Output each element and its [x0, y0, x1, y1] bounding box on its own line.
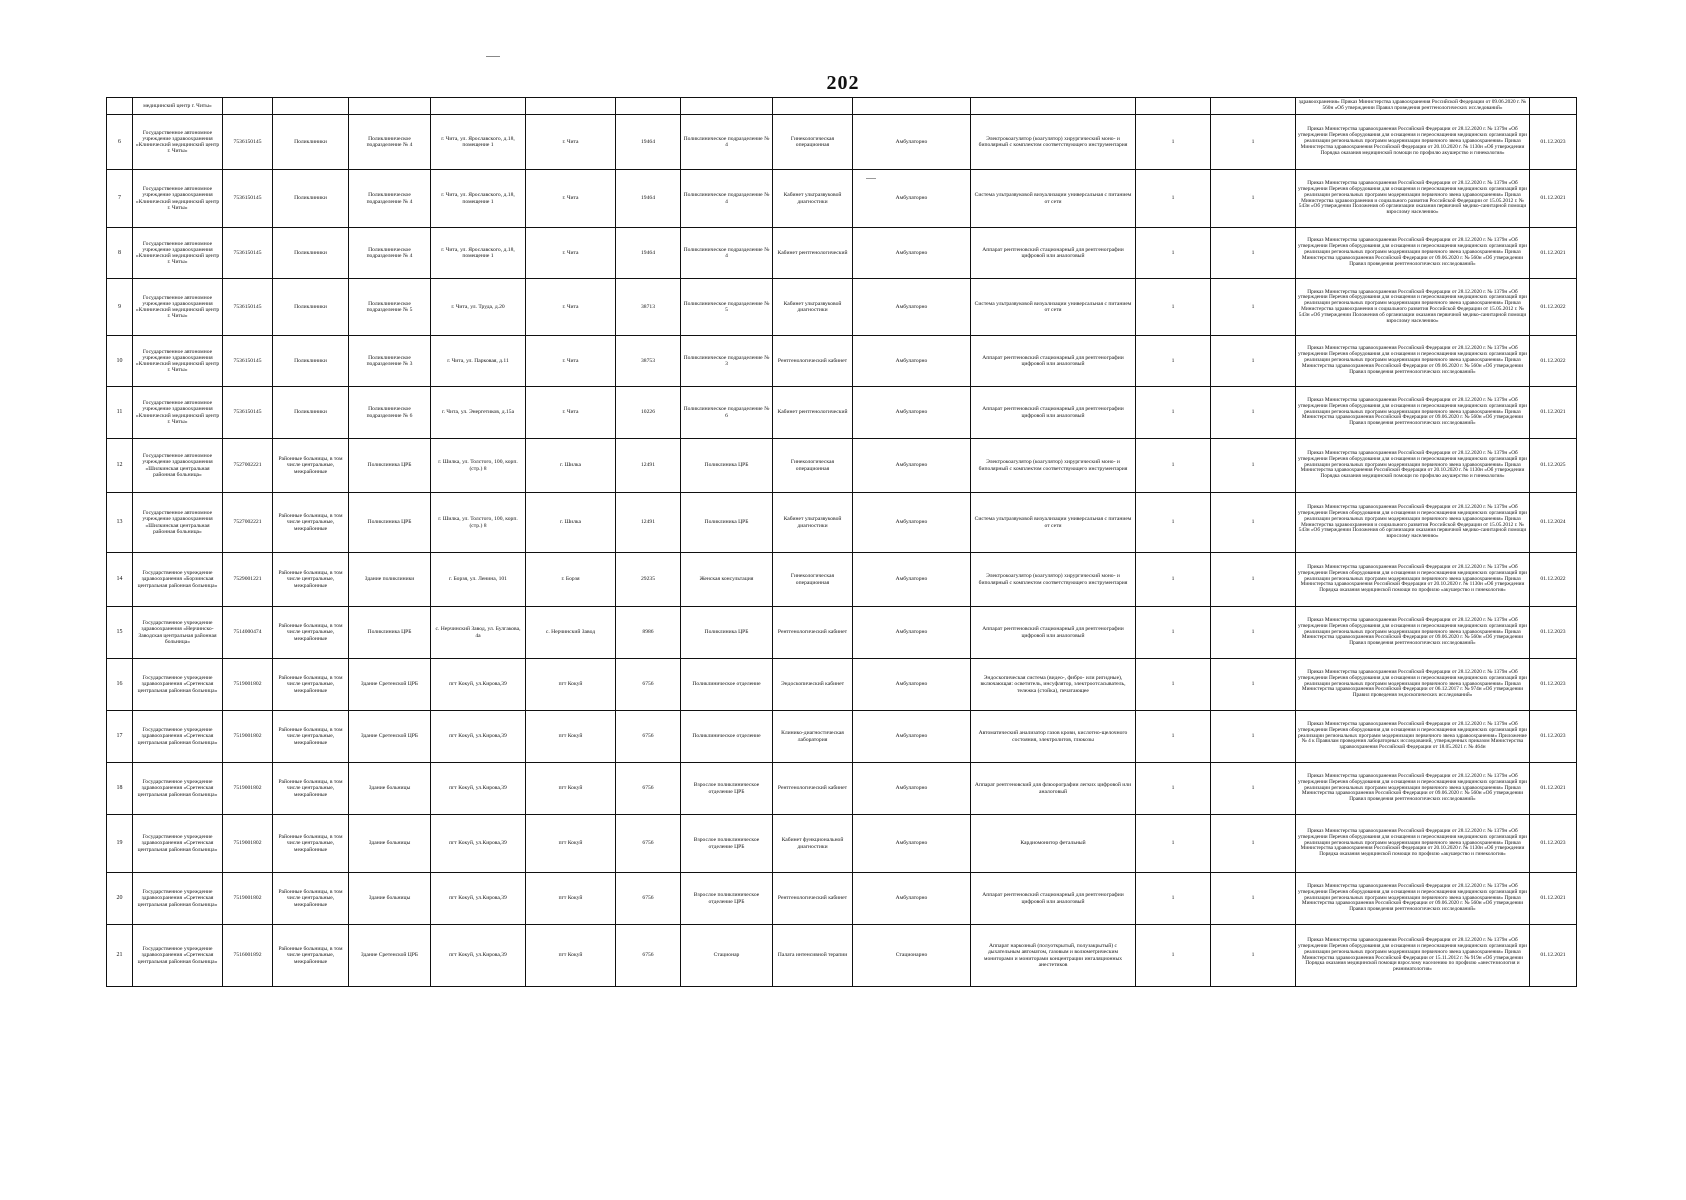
- locality-cell: г. Чита: [526, 228, 616, 279]
- num-cell: 21: [107, 925, 133, 987]
- scan-mark: [486, 56, 500, 57]
- basis-cell: Приказ Министерства здравоохранения Российской Федерации от 28.12.2020 г. № 1379н «Об утверждении Перечня оборудования для оснащения и переоснащения медицинских организаций при реализации региональных программ модернизации первичного звена здравоохранения» Приказ Министерства здравоохранения Российской Федерации от 09.06.2020 г. № 560н «Об утверждении Правил проведения рентгенологических исследований»: [1296, 873, 1530, 925]
- inn-cell: 7536150145: [223, 387, 273, 439]
- care-cell: Амбулаторно: [853, 553, 971, 607]
- equipment-cell: Аппарат рентгеновский стационарный для рентгенографии цифровой или аналоговый: [971, 228, 1136, 279]
- table-row: [107, 279, 1577, 336]
- unit-cell: Поликлиническое подразделение № 6: [681, 387, 773, 439]
- table-row: [107, 815, 1577, 873]
- type-cell: Поликлиники: [273, 115, 349, 170]
- equipment-cell: Электрокоагулятор (коагулятор) хирургический моно- и биполярный с комплектом соответствующего инструментария: [971, 553, 1136, 607]
- date-cell: 01.12.2025: [1530, 439, 1577, 493]
- care-cell: Амбулаторно: [853, 279, 971, 336]
- unit-cell: Поликлиническое подразделение № 3: [681, 336, 773, 387]
- building-cell: Поликлиническое подразделение № 4: [349, 228, 431, 279]
- room-cell: Кабинет ультразвуковой диагностики: [773, 170, 853, 228]
- room-cell: Рентгенологический кабинет: [773, 763, 853, 815]
- qty-cell: 1: [1211, 439, 1296, 493]
- equipment-cell: Аппарат рентгеновский стационарный для рентгенографии цифровой или аналоговый: [971, 336, 1136, 387]
- care-cell: Амбулаторно: [853, 228, 971, 279]
- table-row: [107, 493, 1577, 553]
- population-cell: 10226: [616, 387, 681, 439]
- care-cell: Амбулаторно: [853, 115, 971, 170]
- building-cell: Здание больницы: [349, 763, 431, 815]
- population-cell: 19464: [616, 170, 681, 228]
- room-cell: Рентгенологический кабинет: [773, 607, 853, 659]
- locality-cell: пгт Кокуй: [526, 873, 616, 925]
- qty-cell: 1: [1211, 228, 1296, 279]
- num-cell: 8: [107, 228, 133, 279]
- building-cell: Поликлиническое подразделение № 3: [349, 336, 431, 387]
- qty-cell: 1: [1136, 228, 1211, 279]
- qty-cell: 1: [1136, 170, 1211, 228]
- basis-cell: Приказ Министерства здравоохранения Российской Федерации от 28.12.2020 г. № 1379н «Об утверждении Перечня оборудования для оснащения и переоснащения медицинских организаций при реализации региональных программ модернизации первичного звена здравоохранения» Приказ Министерства здравоохранения Российской Федерации от 20.10.2020 г. № 1130н «Об утверждении Порядка оказания медицинской помощи по профилю акушерство и гинекология»: [1296, 115, 1530, 170]
- care-cell: Амбулаторно: [853, 659, 971, 711]
- basis-cell: Приказ Министерства здравоохранения Российской Федерации от 28.12.2020 г. № 1379н «Об утверждении Перечня оборудования для оснащения и переоснащения медицинских организаций при реализации региональных программ модернизации первичного звена здравоохранения» Приказ Министерства здравоохранения Российской Федерации от 20.10.2020 г. № 1130н «Об утверждении Порядка оказания медицинской помощи по профилю «акушерство и гинекология»: [1296, 553, 1530, 607]
- org-cell: Государственное автономное учреждение здравоохранения «Шилкинская центральная районная больница»: [133, 493, 223, 553]
- equipment-cell: Кардиомонитор фетальный: [971, 815, 1136, 873]
- date-cell: 01.12.2023: [1530, 815, 1577, 873]
- unit-cell: Женская консультация: [681, 553, 773, 607]
- date-cell: 01.12.2023: [1530, 711, 1577, 763]
- qty-cell: 1: [1211, 607, 1296, 659]
- basis-cell: Приказ Министерства здравоохранения Российской Федерации от 28.12.2020 г. № 1379н «Об утверждении Перечня оборудования для оснащения и переоснащения медицинских организаций при реализации региональных программ модернизации первичного звена здравоохранения» Приказ Министерства здравоохранения Российской Федерации от 09.06.2020 г. № 560н «Об утверждении Правил проведения рентгенологических исследований»: [1296, 336, 1530, 387]
- address-cell: г. Шилка, ул. Толстого, 100, корп. (стр.) 8: [431, 493, 526, 553]
- building-cell: Здание больницы: [349, 815, 431, 873]
- type-cell: Районные больницы, в том числе центральные, межрайонные: [273, 607, 349, 659]
- table-row: [107, 387, 1577, 439]
- basis-cell: Приказ Министерства здравоохранения Российской Федерации от 28.12.2020 г. № 1379н «Об утверждении Перечня оборудования для оснащения и переоснащения медицинских организаций при реализации региональных программ модернизации первичного звена здравоохранения» Приказ Министерства здравоохранения Российской Федерации от 09.06.2020 г. № 560н «Об утверждении Правил проведения рентгенологических исследований»: [1296, 607, 1530, 659]
- qty-cell: 1: [1136, 387, 1211, 439]
- type-cell: Районные больницы, в том числе центральные, межрайонные: [273, 711, 349, 763]
- building-cell: Поликлиника ЦРБ: [349, 493, 431, 553]
- inn-cell: 7529001221: [223, 553, 273, 607]
- qty-cell: 1: [1136, 115, 1211, 170]
- date-cell: 01.12.2022: [1530, 336, 1577, 387]
- qty-cell: 1: [1136, 925, 1211, 987]
- locality-cell: г. Чита: [526, 170, 616, 228]
- num-cell: 11: [107, 387, 133, 439]
- basis-cell: Приказ Министерства здравоохранения Российской Федерации от 28.12.2020 г. № 1379н «Об утверждении Перечня оборудования для оснащения и переоснащения медицинских организаций при реализации региональных программ модернизации первичного звена здравоохранения» Приказ Министерства здравоохранения Российской Федерации от 09.06.2020 г. № 560н «Об утверждении Правил проведения рентгенологических исследований»: [1296, 228, 1530, 279]
- room-cell: Рентгенологический кабинет: [773, 336, 853, 387]
- qty-cell: 1: [1136, 279, 1211, 336]
- inn-cell: 7527002221: [223, 439, 273, 493]
- equipment-register-table: [106, 97, 1577, 987]
- room-cell: Кабинет функциональной диагностики: [773, 815, 853, 873]
- equipment-cell: Система ультразвуковой визуализации универсальная с питанием от сети: [971, 279, 1136, 336]
- inn-cell: 7519001802: [223, 711, 273, 763]
- locality-cell: г. Чита: [526, 387, 616, 439]
- population-cell: 38713: [616, 279, 681, 336]
- room-cell: Гинекологическая операционная: [773, 553, 853, 607]
- unit-cell: Поликлиника ЦРБ: [681, 439, 773, 493]
- org-cell: Государственное учреждение здравоохранения «Сретенская центральная районная больница»: [133, 873, 223, 925]
- locality-cell: г. Чита: [526, 336, 616, 387]
- address-cell: пгт Кокуй, ул.Кирова,39: [431, 763, 526, 815]
- room-cell: Эндоскопический кабинет: [773, 659, 853, 711]
- type-cell: Районные больницы, в том числе центральные, межрайонные: [273, 439, 349, 493]
- num-cell: 10: [107, 336, 133, 387]
- basis-cell: Приказ Министерства здравоохранения Российской Федерации от 28.12.2020 г. № 1379н «Об утверждении Перечня оборудования для оснащения и переоснащения медицинских организаций при реализации региональных программ модернизации первичного звена здравоохранения» Приказ Министерства здравоохранения и социального развития Российской Федерации от 15.05.2012 г. № 543н «Об утверждении Положения об организации оказания первичной медико-санитарной помощи взрослому населению»: [1296, 279, 1530, 336]
- type-cell: Поликлиники: [273, 279, 349, 336]
- num-cell: 14: [107, 553, 133, 607]
- unit-cell: Поликлиника ЦРБ: [681, 493, 773, 553]
- type-cell: Районные больницы, в том числе центральные, межрайонные: [273, 925, 349, 987]
- num-cell: 15: [107, 607, 133, 659]
- locality-cell: г. Шилка: [526, 493, 616, 553]
- num-cell: 17: [107, 711, 133, 763]
- care-cell: Амбулаторно: [853, 170, 971, 228]
- basis-cell: Приказ Министерства здравоохранения Российской Федерации от 28.12.2020 г. № 1379н «Об утверждении Перечня оборудования для оснащения и переоснащения медицинских организаций при реализации региональных программ модернизации первичного звена здравоохранения» Приказ Министерства здравоохранения Российской Федерации от 20.10.2020 г. № 1130н «Об утверждении Порядка оказания медицинской помощи по профилю «акушерство и гинекология»: [1296, 815, 1530, 873]
- address-cell: с. Нерчинский Завод, ул. Булгакова, 4а: [431, 607, 526, 659]
- type-cell: Районные больницы, в том числе центральные, межрайонные: [273, 873, 349, 925]
- population-cell: 6756: [616, 925, 681, 987]
- equipment-cell: Аппарат наркозный (полуоткрытый, полузакрытый) с дыхательным автоматом, газовым и волюметрическим мониторами и мониторами концентрации ингаляционных анестетиков: [971, 925, 1136, 987]
- locality-cell: г. Шилка: [526, 439, 616, 493]
- qty-cell: 1: [1136, 439, 1211, 493]
- date-cell: 01.12.2023: [1530, 115, 1577, 170]
- inn-cell: 7519001802: [223, 873, 273, 925]
- address-cell: г. Чита, ул. Ярославского, д.18, помещение 1: [431, 228, 526, 279]
- address-cell: г. Борзя, ул. Ленина, 101: [431, 553, 526, 607]
- qty-cell: 1: [1211, 170, 1296, 228]
- org-cell: Государственное автономное учреждение здравоохранения «Клинический медицинский центр г. Читы»: [133, 170, 223, 228]
- qty-cell: 1: [1211, 873, 1296, 925]
- table-row: [107, 925, 1577, 987]
- date-cell: 01.12.2023: [1530, 659, 1577, 711]
- room-cell: Кабинет ультразвуковой диагностики: [773, 279, 853, 336]
- table-row: [107, 763, 1577, 815]
- locality-cell: пгт Кокуй: [526, 659, 616, 711]
- locality-cell: пгт Кокуй: [526, 711, 616, 763]
- care-cell: Амбулаторно: [853, 493, 971, 553]
- building-cell: Поликлиническое подразделение № 6: [349, 387, 431, 439]
- locality-cell: пгт Кокуй: [526, 925, 616, 987]
- inn-cell: 7536150145: [223, 228, 273, 279]
- page-number: 202: [826, 72, 860, 94]
- locality-cell: г. Борзя: [526, 553, 616, 607]
- equipment-cell: Электрокоагулятор (коагулятор) хирургический моно- и биполярный с комплектом соответствующего инструментария: [971, 439, 1136, 493]
- org-cell: Государственное учреждение здравоохранения «Сретенская центральная районная больница»: [133, 659, 223, 711]
- num-cell: 12: [107, 439, 133, 493]
- type-cell: Районные больницы, в том числе центральные, межрайонные: [273, 815, 349, 873]
- qty-cell: 1: [1136, 763, 1211, 815]
- room-cell: Палата интенсивной терапии: [773, 925, 853, 987]
- qty-cell: 1: [1211, 763, 1296, 815]
- type-cell: Поликлиники: [273, 336, 349, 387]
- type-cell: Районные больницы, в том числе центральные, межрайонные: [273, 493, 349, 553]
- qty-cell: 1: [1136, 873, 1211, 925]
- type-cell: Поликлиники: [273, 228, 349, 279]
- equipment-cell: Аппарат рентгеновский для флюорографии легких цифровой или аналоговый: [971, 763, 1136, 815]
- population-cell: 19464: [616, 115, 681, 170]
- locality-cell: г. Чита: [526, 115, 616, 170]
- room-cell: Клинико-диагностическая лаборатория: [773, 711, 853, 763]
- qty-cell: 1: [1211, 925, 1296, 987]
- address-cell: г. Чита, ул. Труда, д.20: [431, 279, 526, 336]
- table-row: [107, 115, 1577, 170]
- org-cell: Государственное учреждение здравоохранения «Сретенская центральная районная больница»: [133, 925, 223, 987]
- inn-cell: 7527002221: [223, 493, 273, 553]
- org-cell: Государственное учреждение здравоохранения «Нерчинско-Заводская центральная районная больница»: [133, 607, 223, 659]
- org-cell: Государственное учреждение здравоохранения «Сретенская центральная районная больница»: [133, 815, 223, 873]
- table-row: [107, 873, 1577, 925]
- type-cell: Районные больницы, в том числе центральные, межрайонные: [273, 553, 349, 607]
- inn-cell: 7519001802: [223, 763, 273, 815]
- basis-cell: Приказ Министерства здравоохранения Российской Федерации от 28.12.2020 г. № 1379н «Об утверждении Перечня оборудования для оснащения и переоснащения медицинских организаций при реализации региональных программ модернизации первичного звена здравоохранения» Приложение № 4 к Правилам проведения лабораторных исследований, утвержденных приказом Министерства здравоохранения Российской Федерации от 18.05.2021 г. № 464н: [1296, 711, 1530, 763]
- care-cell: Амбулаторно: [853, 336, 971, 387]
- qty-cell: 1: [1211, 387, 1296, 439]
- type-cell: Районные больницы, в том числе центральные, межрайонные: [273, 659, 349, 711]
- basis-cell: Приказ Министерства здравоохранения Российской Федерации от 28.12.2020 г. № 1379н «Об утверждении Перечня оборудования для оснащения и переоснащения медицинских организаций при реализации региональных программ модернизации первичного звена здравоохранения» Приказ Министерства здравоохранения и социального развития Российской Федерации от 15.05.2012 г. № 543н «Об утверждении Положения об организации оказания первичной медико-санитарной помощи взрослому населению»: [1296, 170, 1530, 228]
- basis-cell: Приказ Министерства здравоохранения Российской Федерации от 28.12.2020 г. № 1379н «Об утверждении Перечня оборудования для оснащения и переоснащения медицинских организаций при реализации региональных программ модернизации первичного звена здравоохранения» Приказ Министерства здравоохранения Российской Федерации от 15.11.2012 г. № 919н «Об утверждении Порядка оказания медицинской помощи взрослому населению по профилю «анестезиология и реаниматология»: [1296, 925, 1530, 987]
- population-cell: 6756: [616, 659, 681, 711]
- unit-cell: Взрослое поликлиническое отделение ЦРБ: [681, 873, 773, 925]
- date-cell: 01.12.2024: [1530, 493, 1577, 553]
- address-cell: г. Чита, ул. Парковая, д.11: [431, 336, 526, 387]
- address-cell: пгт Кокуй, ул.Кирова,39: [431, 815, 526, 873]
- population-cell: 19464: [616, 228, 681, 279]
- date-cell: 01.12.2021: [1530, 925, 1577, 987]
- care-cell: Амбулаторно: [853, 711, 971, 763]
- unit-cell: Поликлиническое подразделение № 4: [681, 170, 773, 228]
- unit-cell: Поликлиническое отделение: [681, 659, 773, 711]
- building-cell: Здание больницы: [349, 873, 431, 925]
- table-row: [107, 607, 1577, 659]
- room-cell: Кабинет ультразвуковой диагностики: [773, 493, 853, 553]
- building-cell: Поликлиническое подразделение № 4: [349, 170, 431, 228]
- population-cell: 6756: [616, 763, 681, 815]
- population-cell: 8986: [616, 607, 681, 659]
- org-cell: Государственное учреждение здравоохранения «Борзинская центральная районная больница»: [133, 553, 223, 607]
- care-cell: Амбулаторно: [853, 439, 971, 493]
- care-cell: Амбулаторно: [853, 873, 971, 925]
- basis-cell: Приказ Министерства здравоохранения Российской Федерации от 28.12.2020 г. № 1379н «Об утверждении Перечня оборудования для оснащения и переоснащения медицинских организаций при реализации региональных программ модернизации первичного звена здравоохранения» Приказ Министерства здравоохранения Российской Федерации от 06.12.2017 г. № 974н «Об утверждении Правил проведения эндоскопических исследований»: [1296, 659, 1530, 711]
- qty-cell: 1: [1211, 815, 1296, 873]
- equipment-cell: Аппарат рентгеновский стационарный для рентгенографии цифровой или аналоговый: [971, 387, 1136, 439]
- qty-cell: 1: [1211, 711, 1296, 763]
- population-cell: 6756: [616, 815, 681, 873]
- locality-cell: г. Чита: [526, 279, 616, 336]
- table-row: [107, 553, 1577, 607]
- date-cell: 01.12.2021: [1530, 873, 1577, 925]
- locality-cell: с. Нерчинский Завод: [526, 607, 616, 659]
- basis-cell: Приказ Министерства здравоохранения Российской Федерации от 28.12.2020 г. № 1379н «Об утверждении Перечня оборудования для оснащения и переоснащения медицинских организаций при реализации региональных программ модернизации первичного звена здравоохранения» Приказ Министерства здравоохранения и социального развития Российской Федерации от 15.05.2012 г. № 543н «Об утверждении Положения об организации оказания первичной медико-санитарной помощи взрослому населению»: [1296, 493, 1530, 553]
- equipment-cell: Система ультразвуковой визуализации универсальная с питанием от сети: [971, 493, 1136, 553]
- date-cell: 01.12.2021: [1530, 763, 1577, 815]
- basis-cell: Приказ Министерства здравоохранения Российской Федерации от 28.12.2020 г. № 1379н «Об утверждении Перечня оборудования для оснащения и переоснащения медицинских организаций при реализации региональных программ модернизации первичного звена здравоохранения» Приказ Министерства здравоохранения Российской Федерации от 09.06.2020 г. № 560н «Об утверждении Правил проведения рентгенологических исследований»: [1296, 763, 1530, 815]
- org-cell: Государственное автономное учреждение здравоохранения «Клинический медицинский центр г. Читы»: [133, 115, 223, 170]
- qty-cell: 1: [1136, 336, 1211, 387]
- org-cell: Государственное автономное учреждение здравоохранения «Клинический медицинский центр г. Читы»: [133, 279, 223, 336]
- address-cell: пгт Кокуй, ул.Кирова,39: [431, 659, 526, 711]
- num-cell: 6: [107, 115, 133, 170]
- type-cell: Поликлиники: [273, 170, 349, 228]
- basis-cell: Приказ Министерства здравоохранения Российской Федерации от 28.12.2020 г. № 1379н «Об утверждении Перечня оборудования для оснащения и переоснащения медицинских организаций при реализации региональных программ модернизации первичного звена здравоохранения» Приказ Министерства здравоохранения Российской Федерации от 20.10.2020 г. № 1130н «Об утверждении Порядка оказания медицинской помощи по профилю акушерство и гинекология»: [1296, 439, 1530, 493]
- inn-cell: 7536150145: [223, 279, 273, 336]
- basis-cell: Приказ Министерства здравоохранения Российской Федерации от 28.12.2020 г. № 1379н «Об утверждении Перечня оборудования для оснащения и переоснащения медицинских организаций при реализации региональных программ модернизации первичного звена здравоохранения» Приказ Министерства здравоохранения Российской Федерации от 09.06.2020 г. № 560н «Об утверждении Правил проведения рентгенологических исследований»: [1296, 387, 1530, 439]
- date-cell: 01.12.2022: [1530, 553, 1577, 607]
- date-cell: 01.12.2021: [1530, 387, 1577, 439]
- num-cell: 20: [107, 873, 133, 925]
- date-cell: 01.12.2022: [1530, 279, 1577, 336]
- building-cell: Поликлиника ЦРБ: [349, 607, 431, 659]
- table-row: [107, 228, 1577, 279]
- num-cell: 9: [107, 279, 133, 336]
- qty-cell: 1: [1211, 115, 1296, 170]
- org-cell: Государственное автономное учреждение здравоохранения «Клинический медицинский центр г. Читы»: [133, 228, 223, 279]
- num-cell: 18: [107, 763, 133, 815]
- equipment-cell: Эндоскопическая система (видео-, фибро- или ригидные), включающая: осветитель, инсуфлятор, электроотсасыватель, тележка (стойка), печатающее: [971, 659, 1136, 711]
- inn-cell: 7516001892: [223, 925, 273, 987]
- equipment-cell: Аппарат рентгеновский стационарный для рентгенографии цифровой или аналоговый: [971, 873, 1136, 925]
- care-cell: Стационарно: [853, 925, 971, 987]
- num-cell: 13: [107, 493, 133, 553]
- locality-cell: пгт Кокуй: [526, 763, 616, 815]
- room-cell: Кабинет рентгенологический: [773, 387, 853, 439]
- building-cell: Здание Сретенской ЦРБ: [349, 659, 431, 711]
- equipment-cell: Автоматический анализатор газов крови, кислотно-щелочного состояния, электролитов, глюкозы: [971, 711, 1136, 763]
- inn-cell: 7536150145: [223, 336, 273, 387]
- qty-cell: 1: [1211, 659, 1296, 711]
- address-cell: г. Чита, ул. Ярославского, д.18, помещение 1: [431, 115, 526, 170]
- qty-cell: 1: [1136, 659, 1211, 711]
- inn-cell: 7536150145: [223, 170, 273, 228]
- table-row: [107, 439, 1577, 493]
- population-cell: 6756: [616, 873, 681, 925]
- population-cell: 12491: [616, 493, 681, 553]
- care-cell: Амбулаторно: [853, 763, 971, 815]
- equipment-cell: Система ультразвуковой визуализации универсальная с питанием от сети: [971, 170, 1136, 228]
- type-cell: Районные больницы, в том числе центральные, межрайонные: [273, 763, 349, 815]
- address-cell: г. Шилка, ул. Толстого, 100, корп. (стр.) 8: [431, 439, 526, 493]
- unit-cell: Поликлиническое подразделение № 5: [681, 279, 773, 336]
- room-cell: Кабинет рентгенологический: [773, 228, 853, 279]
- qty-cell: 1: [1211, 553, 1296, 607]
- org-cell: Государственное учреждение здравоохранения «Сретенская центральная районная больница»: [133, 711, 223, 763]
- unit-cell: Поликлиническое подразделение № 4: [681, 115, 773, 170]
- address-cell: г. Чита, ул. Энергетиков, д.15а: [431, 387, 526, 439]
- unit-cell: Взрослое поликлиническое отделение ЦРБ: [681, 815, 773, 873]
- basis-cell: здравоохранения» Приказ Министерства здравоохранения Российской Федерации от 09.06.2020 г. № 560н «Об утверждении Правил проведения рентгенологических исследований»: [1296, 98, 1530, 115]
- qty-cell: 1: [1136, 711, 1211, 763]
- room-cell: Гинекологическая операционная: [773, 115, 853, 170]
- unit-cell: Поликлиническое отделение: [681, 711, 773, 763]
- unit-cell: Поликлиника ЦРБ: [681, 607, 773, 659]
- inn-cell: 7519001802: [223, 815, 273, 873]
- building-cell: Здание поликлиники: [349, 553, 431, 607]
- population-cell: 12491: [616, 439, 681, 493]
- inn-cell: 7536150145: [223, 115, 273, 170]
- date-cell: 01.12.2023: [1530, 607, 1577, 659]
- care-cell: Амбулаторно: [853, 607, 971, 659]
- building-cell: Поликлиническое подразделение № 4: [349, 115, 431, 170]
- qty-cell: 1: [1211, 493, 1296, 553]
- locality-cell: пгт Кокуй: [526, 815, 616, 873]
- type-cell: Поликлиники: [273, 387, 349, 439]
- table-row: [107, 336, 1577, 387]
- equipment-cell: Электрокоагулятор (коагулятор) хирургический моно- и биполярный с комплектом соответствующего инструментария: [971, 115, 1136, 170]
- qty-cell: 1: [1136, 493, 1211, 553]
- num-cell: 16: [107, 659, 133, 711]
- care-cell: Амбулаторно: [853, 815, 971, 873]
- org-cell: Государственное автономное учреждение здравоохранения «Клинический медицинский центр г. Читы»: [133, 336, 223, 387]
- unit-cell: Поликлиническое подразделение № 4: [681, 228, 773, 279]
- population-cell: 38753: [616, 336, 681, 387]
- inn-cell: 7519001802: [223, 659, 273, 711]
- room-cell: Гинекологическая операционная: [773, 439, 853, 493]
- qty-cell: 1: [1211, 336, 1296, 387]
- address-cell: пгт Кокуй, ул.Кирова,39: [431, 711, 526, 763]
- unit-cell: Стационар: [681, 925, 773, 987]
- org-cell: медицинский центр г. Читы»: [133, 98, 223, 115]
- qty-cell: 1: [1136, 815, 1211, 873]
- table-row-continuation: [107, 98, 1577, 115]
- qty-cell: 1: [1136, 553, 1211, 607]
- qty-cell: 1: [1136, 607, 1211, 659]
- population-cell: 6756: [616, 711, 681, 763]
- num-cell: 19: [107, 815, 133, 873]
- building-cell: Здание Сретенской ЦРБ: [349, 925, 431, 987]
- population-cell: 29235: [616, 553, 681, 607]
- building-cell: Здание Сретенской ЦРБ: [349, 711, 431, 763]
- care-cell: Амбулаторно: [853, 387, 971, 439]
- address-cell: г. Чита, ул. Ярославского, д.18, помещение 1: [431, 170, 526, 228]
- date-cell: 01.12.2021: [1530, 170, 1577, 228]
- room-cell: Рентгенологический кабинет: [773, 873, 853, 925]
- num-cell: 7: [107, 170, 133, 228]
- inn-cell: 7514000474: [223, 607, 273, 659]
- address-cell: пгт Кокуй, ул.Кирова,39: [431, 873, 526, 925]
- date-cell: 01.12.2021: [1530, 228, 1577, 279]
- unit-cell: Взрослое поликлиническое отделение ЦРБ: [681, 763, 773, 815]
- address-cell: пгт Кокуй, ул.Кирова,39: [431, 925, 526, 987]
- qty-cell: 1: [1211, 279, 1296, 336]
- org-cell: Государственное автономное учреждение здравоохранения «Шилкинская центральная районная больница»: [133, 439, 223, 493]
- org-cell: Государственное учреждение здравоохранения «Сретенская центральная районная больница»: [133, 763, 223, 815]
- equipment-cell: Аппарат рентгеновский стационарный для рентгенографии цифровой или аналоговый: [971, 607, 1136, 659]
- building-cell: Поликлиника ЦРБ: [349, 439, 431, 493]
- table-row: [107, 170, 1577, 228]
- table-row: [107, 659, 1577, 711]
- table-row: [107, 711, 1577, 763]
- building-cell: Поликлиническое подразделение № 5: [349, 279, 431, 336]
- org-cell: Государственное автономное учреждение здравоохранения «Клинический медицинский центр г. Читы»: [133, 387, 223, 439]
